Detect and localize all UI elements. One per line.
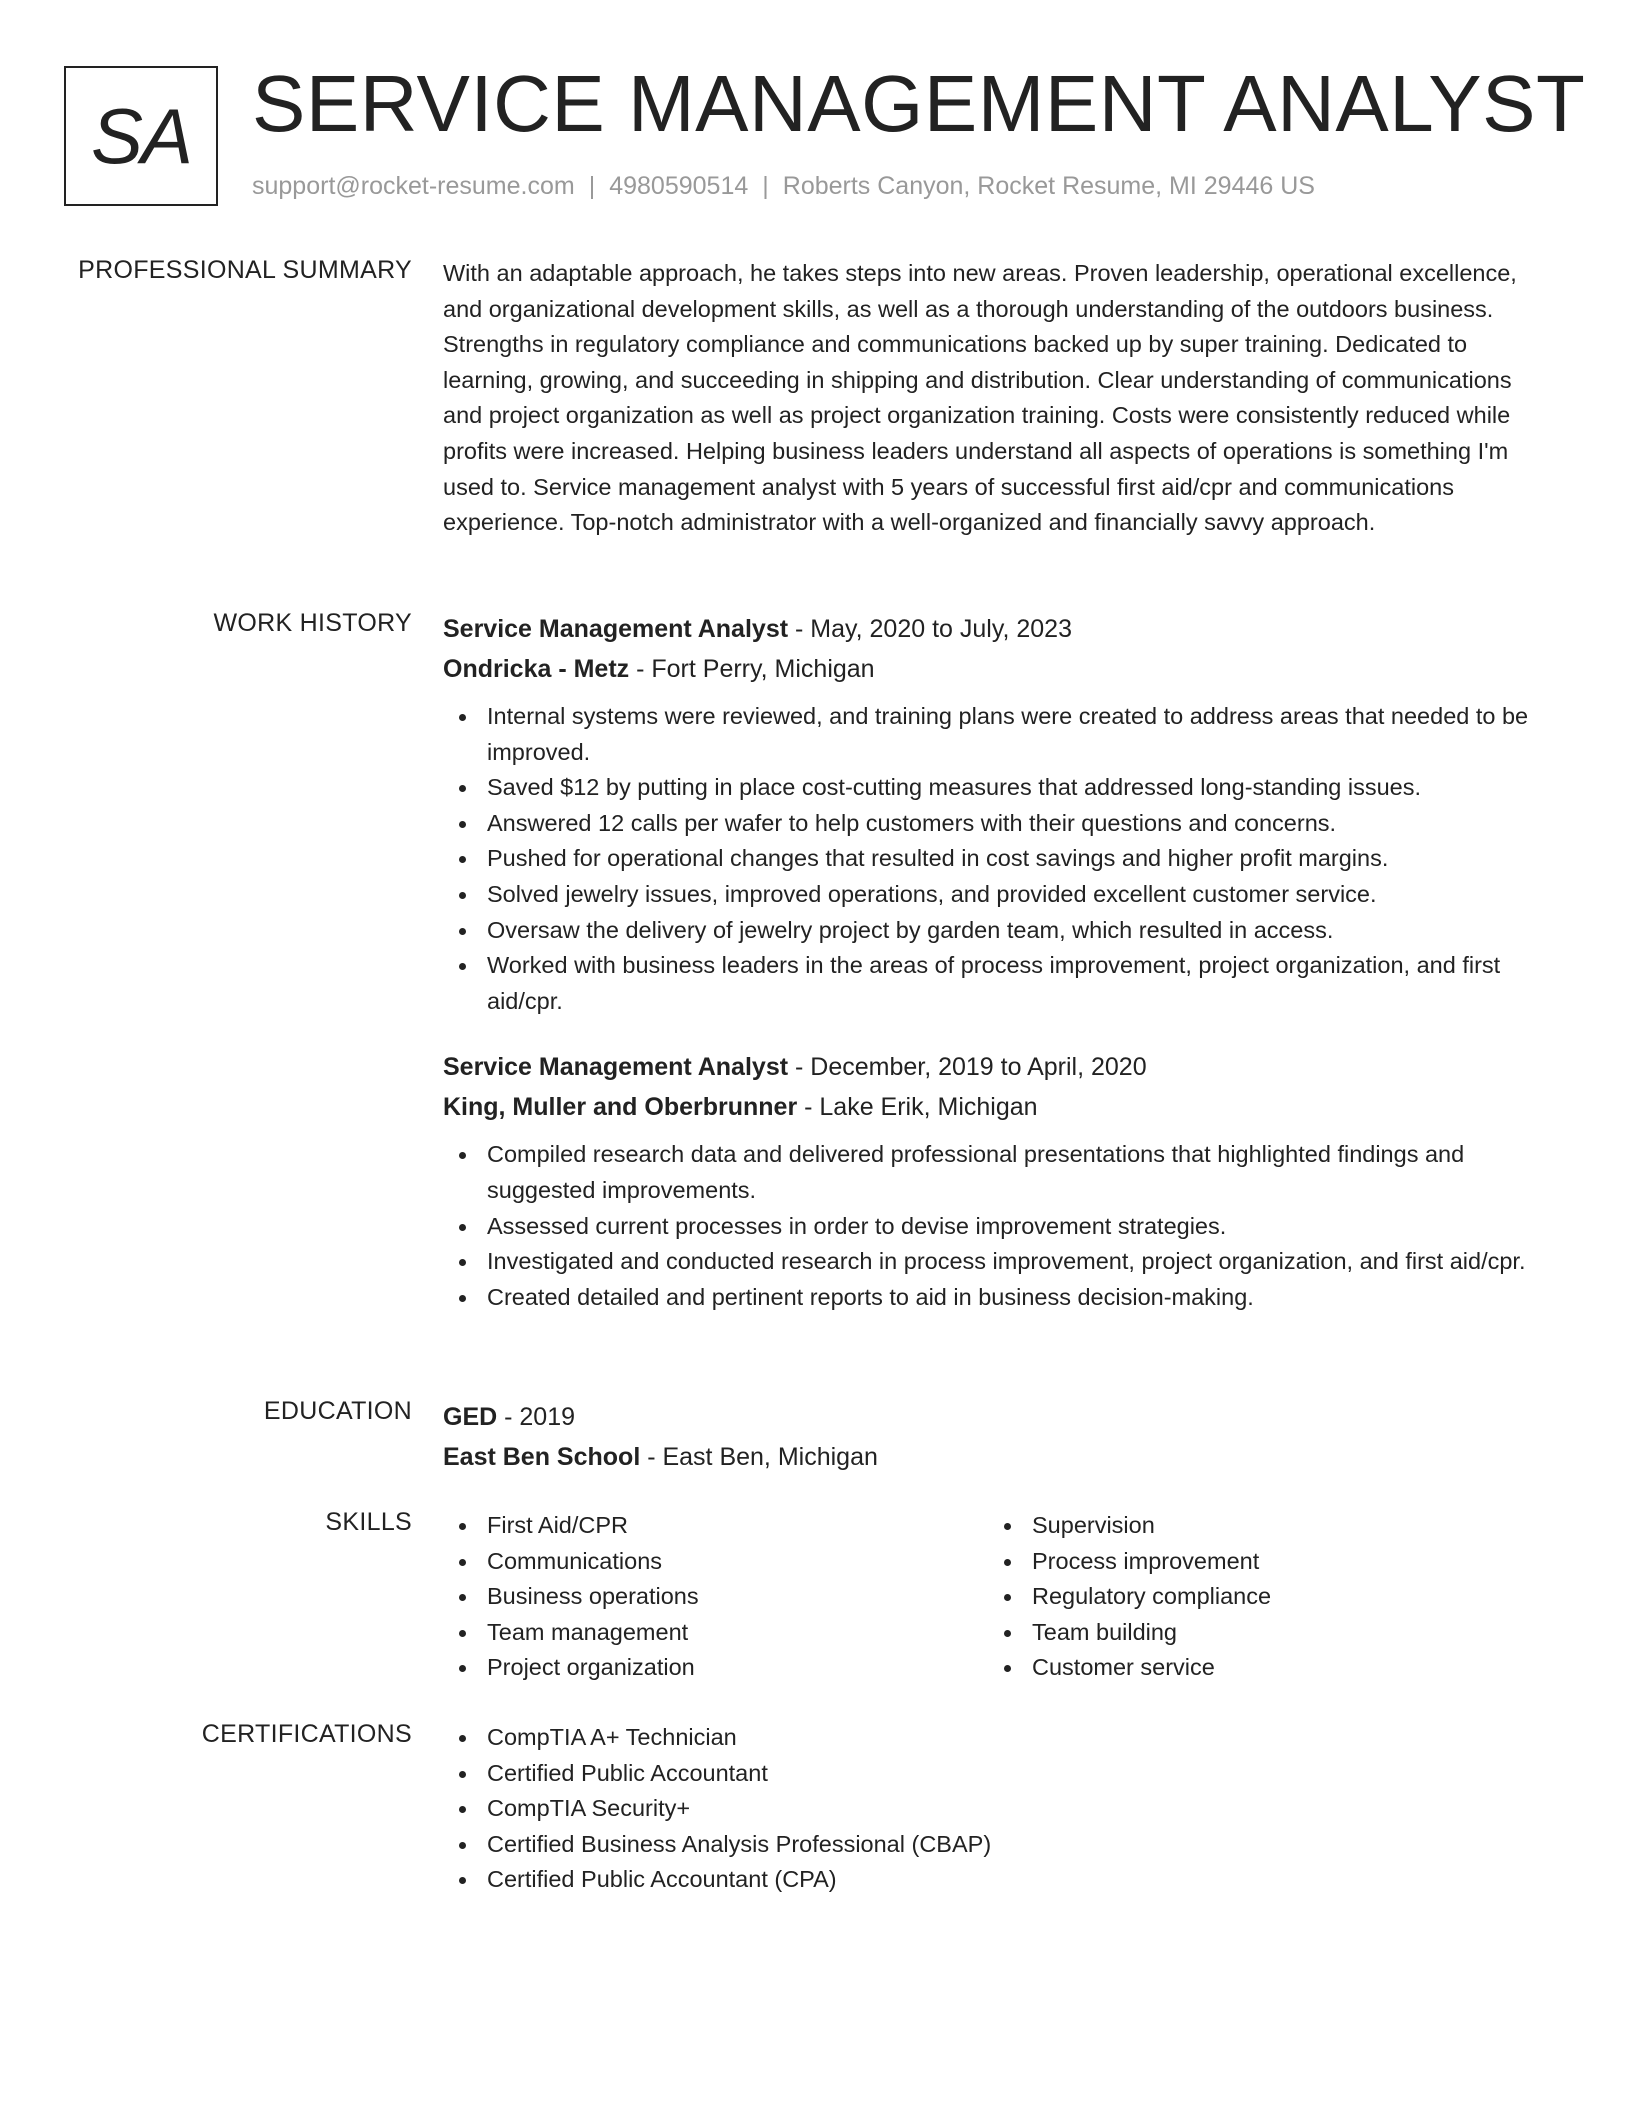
list-item: Assessed current processes in order to devise improvement strategies. xyxy=(487,1209,1555,1245)
list-item: CompTIA A+ Technician xyxy=(487,1720,1555,1756)
job-title: Service Management Analyst xyxy=(443,615,789,643)
job-dates: - May, 2020 to July, 2023 xyxy=(788,615,1072,643)
list-item: Regulatory compliance xyxy=(1032,1579,1533,1615)
skills-list xyxy=(988,1508,1533,1686)
list-item: Pushed for operational changes that resulted in cost savings and higher profit margins. xyxy=(487,841,1555,877)
work-history-body xyxy=(443,609,1555,1315)
job-company: Ondricka - Metz xyxy=(443,655,630,683)
list-item: Process improvement xyxy=(1032,1544,1533,1580)
list-item: Supervision xyxy=(1032,1508,1533,1544)
section-heading: PROFESSIONAL SUMMARY xyxy=(78,256,412,284)
monogram-initials: SA xyxy=(90,92,192,180)
contact-line xyxy=(252,172,1315,201)
job-title-line xyxy=(443,609,1555,649)
list-item: Project organization xyxy=(487,1650,988,1686)
job-location: - Fort Perry, Michigan xyxy=(629,655,875,683)
job-entry xyxy=(443,609,1555,1019)
list-item: Certified Public Accountant (CPA) xyxy=(487,1862,1555,1898)
list-item: Saved $12 by putting in place cost-cutting measures that addressed long-standing issues. xyxy=(487,770,1555,806)
contact-email: support@rocket-resume.com xyxy=(252,172,575,200)
contact-phone: 4980590514 xyxy=(609,172,749,200)
list-item: CompTIA Security+ xyxy=(487,1791,1555,1827)
list-item: Investigated and conducted research in process improvement, project organization, and first aid/cpr. xyxy=(487,1244,1555,1280)
contact-address: Roberts Canyon, Rocket Resume, MI 29446 US xyxy=(782,172,1315,200)
list-item: Compiled research data and delivered professional presentations that highlighted findings and suggested improvements. xyxy=(487,1137,1555,1208)
job-title-line xyxy=(443,1047,1555,1087)
list-item: Team management xyxy=(487,1615,988,1651)
list-item: First Aid/CPR xyxy=(487,1508,988,1544)
list-item: Worked with business leaders in the areas of process improvement, project organization, and first aid/cpr. xyxy=(487,948,1555,1019)
education-degree-line xyxy=(443,1397,1555,1437)
monogram-box xyxy=(64,66,218,206)
job-bullets xyxy=(443,1137,1555,1315)
section-heading: EDUCATION xyxy=(263,1397,412,1425)
skills-body xyxy=(443,1508,1555,1686)
list-item: Team building xyxy=(1032,1615,1533,1651)
section-heading: WORK HISTORY xyxy=(213,609,412,637)
list-item: Communications xyxy=(487,1544,988,1580)
education-school-line xyxy=(443,1437,1555,1477)
job-company-line xyxy=(443,1087,1555,1127)
section-heading: CERTIFICATIONS xyxy=(201,1720,412,1748)
list-item: Answered 12 calls per wafer to help customers with their questions and concerns. xyxy=(487,806,1555,842)
list-item: Business operations xyxy=(487,1579,988,1615)
list-item: Certified Business Analysis Professional (CBAP) xyxy=(487,1827,1555,1863)
certifications-body xyxy=(443,1720,1555,1898)
job-company: King, Muller and Oberbrunner xyxy=(443,1093,798,1122)
page-title: SERVICE MANAGEMENT ANALYST xyxy=(252,59,1586,148)
summary-text: With an adaptable approach, he takes steps into new areas. Proven leadership, operational excellence, and organizational development skills, as well as a thorough understanding of the outdoors business. Strengths in regulatory compliance and communications backed up by super training. Dedicated to learning, growing, and succeeding in shipping and distribution. Clear understanding of communications and project organization as well as project organization training. Costs were consistently reduced while profits were increased. Helping business leaders understand all aspects of operations is something I'm used to. Service management analyst with 5 years of successful first aid/cpr and communications experience. Top-notch administrator with a well-organized and financially savvy approach. xyxy=(443,260,1517,536)
job-title: Service Management Analyst xyxy=(443,1053,789,1082)
skills-grid xyxy=(443,1508,1555,1686)
job-dates: - December, 2019 to April, 2020 xyxy=(788,1053,1147,1082)
contact-separator: | xyxy=(762,172,769,200)
list-item: Certified Public Accountant xyxy=(487,1756,1555,1792)
education-location: - East Ben, Michigan xyxy=(640,1443,878,1471)
skills-column-left xyxy=(443,1508,988,1686)
education-body xyxy=(443,1397,1555,1477)
certifications-list xyxy=(443,1720,1555,1898)
list-item: Solved jewelry issues, improved operations, and provided excellent customer service. xyxy=(487,877,1555,913)
section-heading: SKILLS xyxy=(325,1508,412,1536)
list-item: Internal systems were reviewed, and training plans were created to address areas that needed to be improved. xyxy=(487,699,1555,770)
job-bullets xyxy=(443,699,1555,1019)
job-entry xyxy=(443,1047,1555,1315)
list-item: Customer service xyxy=(1032,1650,1533,1686)
education-school: East Ben School xyxy=(443,1443,641,1471)
contact-separator: | xyxy=(588,172,596,200)
education-year: - 2019 xyxy=(497,1403,576,1431)
list-item: Created detailed and pertinent reports to aid in business decision-making. xyxy=(487,1280,1555,1316)
summary-body xyxy=(443,256,1555,541)
education-degree: GED xyxy=(443,1403,498,1431)
list-item: Oversaw the delivery of jewelry project by garden team, which resulted in access. xyxy=(487,913,1555,949)
job-company-line xyxy=(443,649,1555,689)
skills-column-right xyxy=(988,1508,1533,1686)
skills-list xyxy=(443,1508,988,1686)
job-location: - Lake Erik, Michigan xyxy=(797,1093,1038,1122)
